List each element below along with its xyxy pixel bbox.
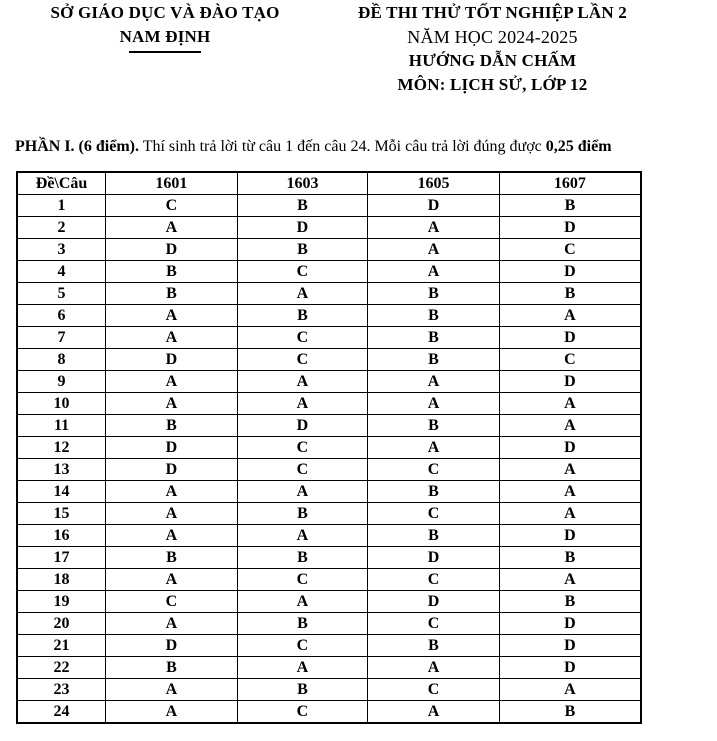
question-number-cell: 15	[17, 503, 106, 525]
answer-row	[17, 305, 641, 327]
answer-cell: D	[499, 525, 641, 547]
answer-cell: B	[499, 591, 641, 613]
answer-cell: B	[368, 415, 500, 437]
question-number-cell: 8	[17, 349, 106, 371]
answer-cell: D	[106, 349, 238, 371]
part1-label: PHẦN I. (6 điểm).	[15, 138, 139, 155]
question-number-cell: 2	[17, 217, 106, 239]
answer-cell: C	[106, 195, 238, 217]
answer-cell: A	[106, 701, 238, 724]
answer-cell: D	[499, 327, 641, 349]
question-number-cell: 9	[17, 371, 106, 393]
table-body	[17, 195, 641, 724]
answer-key-table	[16, 171, 642, 724]
answer-cell: B	[237, 195, 367, 217]
question-number-cell: 5	[17, 283, 106, 305]
answer-cell: A	[106, 217, 238, 239]
answer-cell: C	[237, 327, 367, 349]
exam-title-block	[330, 1, 655, 97]
answer-cell: D	[368, 195, 500, 217]
answer-cell: C	[237, 635, 367, 657]
answer-cell: A	[368, 261, 500, 283]
answer-cell: A	[368, 217, 500, 239]
exam-title: ĐỀ THI THỬ TỐT NGHIỆP LẦN 2	[358, 3, 627, 22]
answer-cell: C	[368, 459, 500, 481]
question-number-cell: 10	[17, 393, 106, 415]
answer-cell: A	[368, 393, 500, 415]
answer-cell: D	[499, 261, 641, 283]
answer-cell: A	[237, 371, 367, 393]
issuer-province-wrap	[120, 25, 211, 53]
question-number-cell: 19	[17, 591, 106, 613]
answer-cell: A	[237, 481, 367, 503]
answer-cell: A	[368, 239, 500, 261]
answer-row	[17, 349, 641, 371]
part1-instructions	[15, 137, 717, 157]
answer-row	[17, 217, 641, 239]
answer-row	[17, 547, 641, 569]
answer-cell: B	[368, 525, 500, 547]
question-number-cell: 12	[17, 437, 106, 459]
answer-cell: B	[368, 481, 500, 503]
table-header-row	[17, 172, 641, 195]
answer-cell: C	[499, 349, 641, 371]
answer-row	[17, 437, 641, 459]
part1-points: 0,25 điểm	[545, 138, 612, 155]
answer-cell: A	[237, 657, 367, 679]
answer-cell: A	[499, 393, 641, 415]
answer-cell: A	[106, 525, 238, 547]
question-number-cell: 18	[17, 569, 106, 591]
answer-cell: C	[106, 591, 238, 613]
answer-cell: D	[368, 547, 500, 569]
question-number-cell: 7	[17, 327, 106, 349]
answer-cell: A	[106, 305, 238, 327]
answer-cell: B	[499, 547, 641, 569]
answer-cell: C	[237, 437, 367, 459]
question-number-cell: 24	[17, 701, 106, 724]
answer-cell: A	[237, 525, 367, 547]
answer-cell: D	[106, 459, 238, 481]
exam-code-header-cell: 1607	[499, 172, 641, 195]
answer-row	[17, 459, 641, 481]
corner-header-cell: Đề\Câu	[17, 172, 106, 195]
answer-cell: D	[499, 657, 641, 679]
question-number-cell: 22	[17, 657, 106, 679]
answer-cell: B	[499, 283, 641, 305]
answer-cell: B	[237, 613, 367, 635]
answer-cell: B	[237, 679, 367, 701]
answer-cell: D	[499, 217, 641, 239]
answer-cell: A	[499, 415, 641, 437]
answer-cell: D	[499, 371, 641, 393]
answer-cell: B	[106, 657, 238, 679]
question-number-cell: 17	[17, 547, 106, 569]
answer-cell: C	[499, 239, 641, 261]
answer-row	[17, 701, 641, 724]
answer-row	[17, 239, 641, 261]
answer-cell: A	[106, 503, 238, 525]
answer-cell: D	[237, 217, 367, 239]
answer-row	[17, 415, 641, 437]
answer-cell: A	[237, 591, 367, 613]
answer-cell: B	[237, 305, 367, 327]
answer-cell: B	[368, 349, 500, 371]
part1-instructions-text: Thí sinh trả lời từ câu 1 đến câu 24. Mỗi câu trả lời đúng được	[138, 138, 546, 155]
answer-row	[17, 657, 641, 679]
answer-cell: B	[106, 261, 238, 283]
answer-cell: B	[237, 503, 367, 525]
answer-cell: A	[368, 657, 500, 679]
answer-cell: B	[368, 283, 500, 305]
question-number-cell: 1	[17, 195, 106, 217]
answer-cell: A	[499, 481, 641, 503]
question-number-cell: 13	[17, 459, 106, 481]
answer-cell: C	[368, 503, 500, 525]
answer-cell: A	[368, 371, 500, 393]
school-year: NĂM HỌC 2024-2025	[407, 27, 578, 47]
answer-row	[17, 481, 641, 503]
answer-row	[17, 393, 641, 415]
answer-row	[17, 613, 641, 635]
answer-cell: A	[499, 305, 641, 327]
question-number-cell: 23	[17, 679, 106, 701]
answer-cell: D	[106, 635, 238, 657]
answer-cell: B	[368, 305, 500, 327]
answer-row	[17, 371, 641, 393]
question-number-cell: 20	[17, 613, 106, 635]
issuer-block	[0, 1, 330, 97]
answer-cell: A	[106, 679, 238, 701]
answer-cell: B	[237, 547, 367, 569]
answer-cell: C	[237, 459, 367, 481]
answer-cell: B	[106, 415, 238, 437]
answer-cell: A	[368, 701, 500, 724]
answer-cell: A	[106, 613, 238, 635]
question-number-cell: 21	[17, 635, 106, 657]
answer-row	[17, 635, 641, 657]
question-number-cell: 16	[17, 525, 106, 547]
answer-cell: B	[237, 239, 367, 261]
answer-cell: A	[237, 283, 367, 305]
answer-row	[17, 525, 641, 547]
question-number-cell: 11	[17, 415, 106, 437]
answer-row	[17, 503, 641, 525]
question-number-cell: 6	[17, 305, 106, 327]
answer-row	[17, 327, 641, 349]
answer-row	[17, 261, 641, 283]
answer-cell: D	[499, 635, 641, 657]
answer-cell: B	[499, 701, 641, 724]
subject-line: MÔN: LỊCH SỬ, LỚP 12	[397, 75, 588, 94]
grading-guide-title: HƯỚNG DẪN CHẤM	[408, 51, 577, 70]
answer-cell: D	[499, 613, 641, 635]
question-number-cell: 3	[17, 239, 106, 261]
answer-row	[17, 569, 641, 591]
answer-cell: C	[237, 349, 367, 371]
issuer-department: SỞ GIÁO DỤC VÀ ĐÀO TẠO	[50, 3, 280, 22]
document-header	[0, 0, 717, 97]
answer-cell: C	[368, 679, 500, 701]
answer-cell: A	[368, 437, 500, 459]
answer-cell: A	[499, 569, 641, 591]
answer-cell: A	[237, 393, 367, 415]
answer-cell: C	[368, 613, 500, 635]
answer-cell: B	[106, 283, 238, 305]
question-number-cell: 4	[17, 261, 106, 283]
answer-cell: C	[368, 569, 500, 591]
answer-cell: A	[106, 481, 238, 503]
issuer-province: NAM ĐỊNH	[119, 27, 211, 46]
answer-cell: D	[237, 415, 367, 437]
answer-cell: A	[499, 503, 641, 525]
exam-code-header-cell: 1605	[368, 172, 500, 195]
exam-code-header-cell: 1601	[106, 172, 238, 195]
answer-row	[17, 283, 641, 305]
answer-cell: D	[368, 591, 500, 613]
answer-cell: D	[499, 437, 641, 459]
answer-cell: A	[106, 569, 238, 591]
answer-cell: A	[499, 459, 641, 481]
question-number-cell: 14	[17, 481, 106, 503]
header-underline-rule	[129, 51, 201, 53]
exam-code-header-cell: 1603	[237, 172, 367, 195]
answer-cell: B	[368, 635, 500, 657]
answer-cell: A	[106, 393, 238, 415]
answer-row	[17, 591, 641, 613]
answer-cell: C	[237, 569, 367, 591]
answer-row	[17, 195, 641, 217]
answer-cell: D	[106, 239, 238, 261]
answer-cell: B	[368, 327, 500, 349]
answer-cell: A	[106, 371, 238, 393]
answer-row	[17, 679, 641, 701]
answer-cell: A	[106, 327, 238, 349]
answer-cell: C	[237, 261, 367, 283]
answer-cell: C	[237, 701, 367, 724]
answer-cell: A	[499, 679, 641, 701]
answer-cell: B	[106, 547, 238, 569]
answer-cell: D	[106, 437, 238, 459]
answer-cell: B	[499, 195, 641, 217]
